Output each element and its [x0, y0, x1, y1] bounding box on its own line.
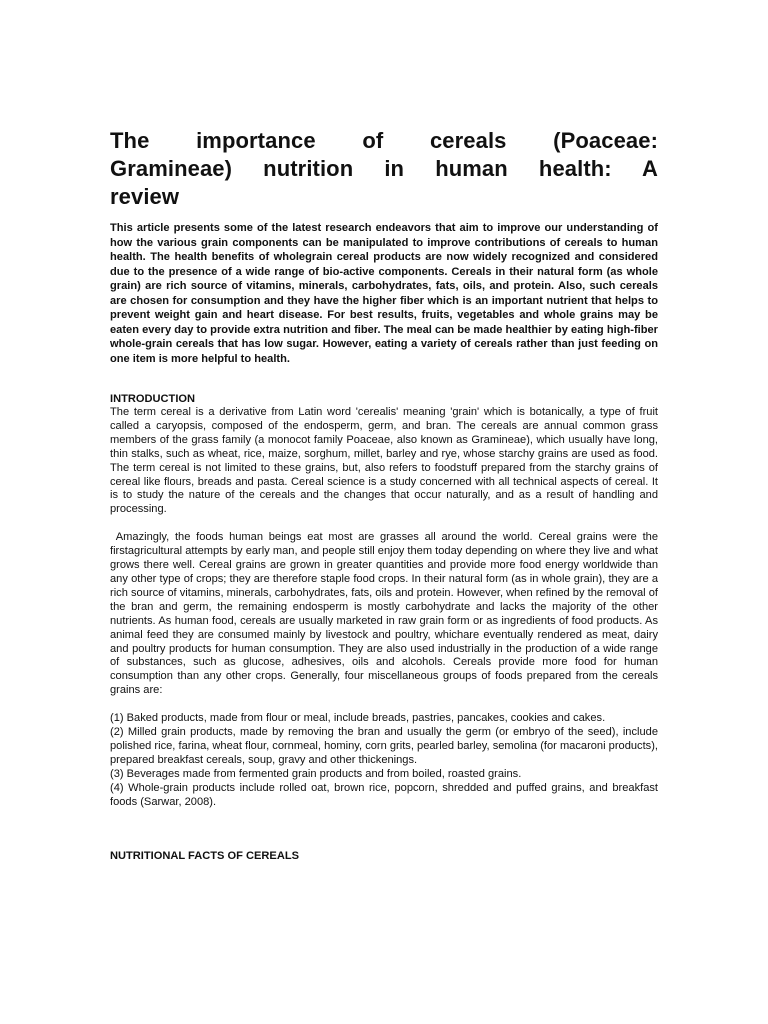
article-title — [110, 127, 658, 211]
intro-paragraph-2: Amazingly, the foods human beings eat most are grasses all around the world. Cereal grains were the firstagricultural attempts by early man, and people still enjoy them today depending on where they live and what grows there well. Cereal grains are grown in greater quantities and provide more food energy worldwide than any other type of crops; they are therefore staple food crops. In their natural form (as in whole grain), they are a rich source of vitamins, minerals, carbohydrates, fats, oils and protein. However, when refined by the removal of the bran and germ, the remaining endosperm is mostly carbohydrate and lacks the majority of the other nutrients. As human food, cereals are usually marketed in raw grain form or as ingredients of food products. As animal feed they are consumed mainly by livestock and poultry, whichare eventually rendered as meat, dairy and poultry products for human consumption. They are also used industrially in the production of a wide range of substances, such as glucose, adhesives, oils and alcohols. Cereals provide more food for human consumption than any other crops. Generally, four miscellaneous groups of foods prepared from the cereals grains are: — [110, 531, 662, 697]
title-line: The importance of cereals (Poaceae: — [110, 128, 658, 153]
intro-paragraph-1: The term cereal is a derivative from Latin word 'cerealis' meaning 'grain' which is botanically, a type of fruit called a caryopsis, composed of the endosperm, germ, and bran. The cereals are annual common grass members of the grass family (a monocot family Poaceae, also known as Gramineae), which usually have long, thin stalks, such as wheat, rice, maize, sorghum, millet, barley and rye, whose starchy grains are used as food. The term cereal is not limited to these grains, but, also refers to foodstuff prepared from the starchy grains of cereal like flours, breads and pasta. Cereal science is a study concerned with all technical aspects of cereal. It is to study the nature of the cereals and the changes that occur naturally, and as a result of handling and processing. — [110, 406, 658, 516]
list-item: (1) Baked products, made from flour or meal, include breads, pastries, pancakes, cookies and cakes. — [110, 712, 606, 725]
list-item: (4) Whole-grain products include rolled oat, brown rice, popcorn, shredded and puffed grains, and breakfast foods (Sarwar, 2008). — [110, 781, 658, 808]
introduction-heading: INTRODUCTION — [110, 393, 196, 405]
abstract: This article presents some of the latest research endeavors that aim to improve our understanding of how the various grain components can be manipulated to improve contributions of cereals to human health. The health benefits of wholegrain cereal products are now widely recognized and considered due to the presence of a wide range of bio-active components. Cereals in their natural form (as whole grain) are rich source of vitamins, minerals, carbohydrates, fats, oils, and protein. Also, such cereals are chosen for consumption and they have the higher fiber which is an important nutrient that helps to prevent weight gain and heart disease. For best results, fruits, vegetables and whole grains may be eaten every day to provide extra nutrition and fiber. The meal can be made healthier by eating high-fiber whole-grain cereals that has low sugar. However, eating a variety of cereals rather than just feeding on one item is more helpful to health. — [110, 222, 658, 365]
nutritional-facts-heading: NUTRITIONAL FACTS OF CEREALS — [110, 850, 300, 863]
document-page — [110, 127, 662, 863]
title-line: review — [110, 184, 180, 209]
list-item: (3) Beverages made from fermented grain products and from boiled, roasted grains. — [110, 767, 522, 780]
food-groups-list — [110, 712, 658, 809]
title-line: Gramineae) nutrition in human health: A — [110, 156, 658, 181]
list-item: (2) Milled grain products, made by removing the bran and usually the germ (or embryo of the seed), include polished rice, farina, wheat flour, cornmeal, hominy, corn grits, pearled barley, semolina (for macaroni products), prepared breakfast cereals, soup, gravy and other thickenings. — [110, 726, 658, 766]
